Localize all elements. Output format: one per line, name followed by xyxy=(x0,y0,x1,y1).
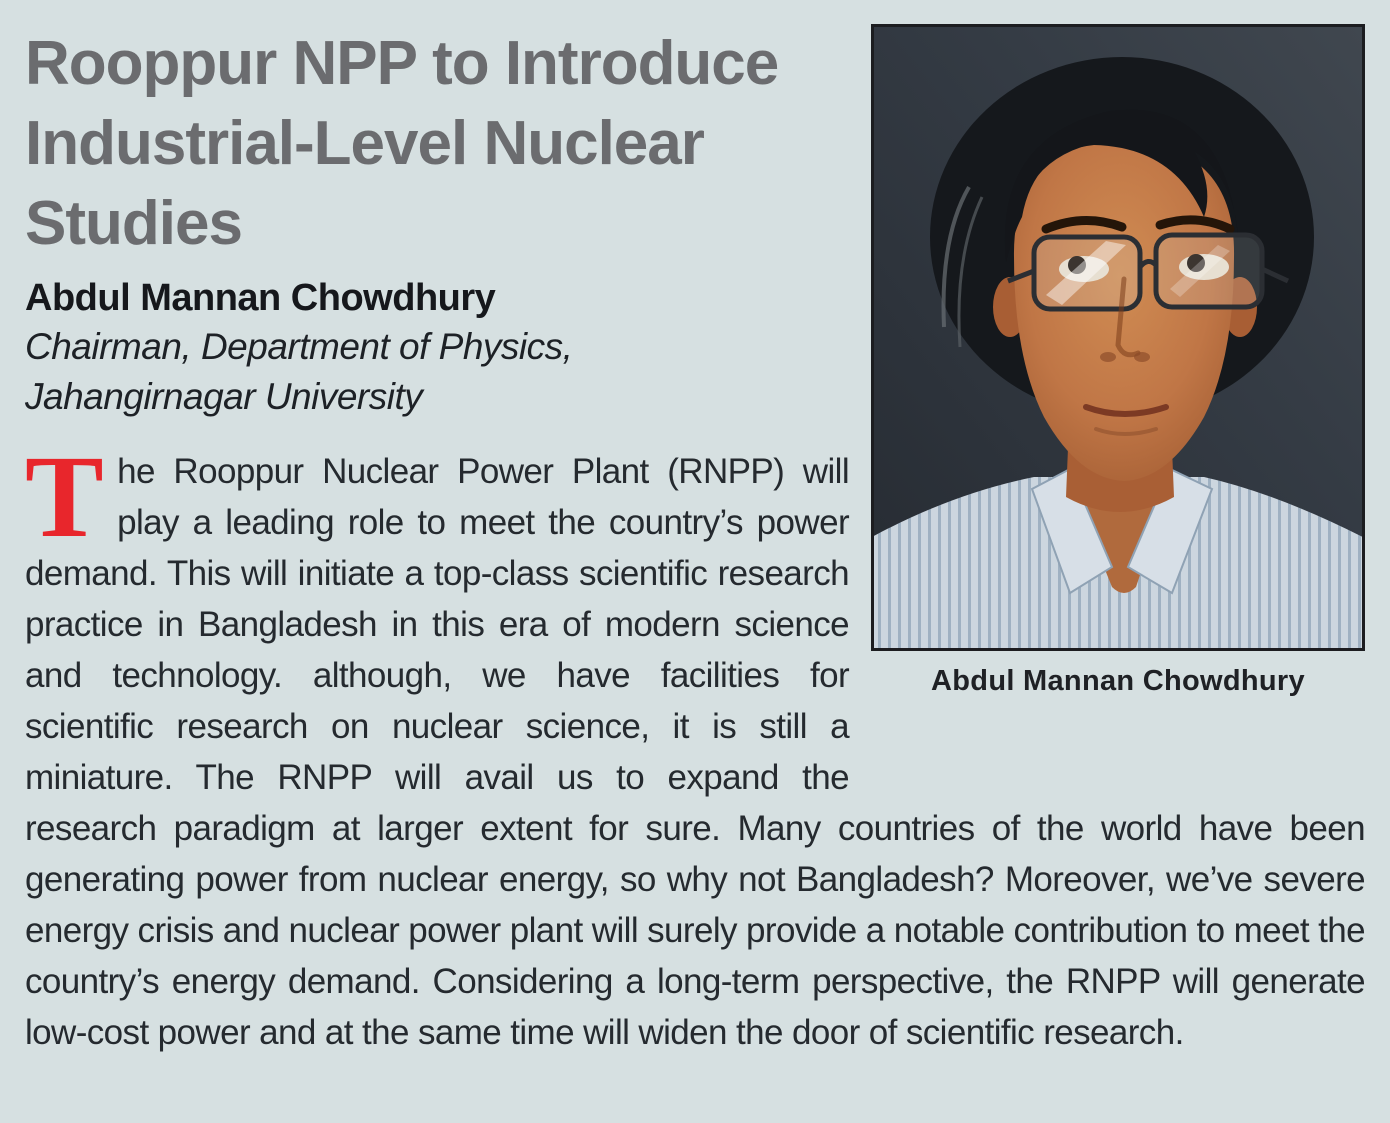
nostril-right xyxy=(1134,352,1150,362)
portrait-figure xyxy=(871,24,1365,698)
author-name: Abdul Mannan Chowdhury xyxy=(25,277,496,319)
portrait-photo xyxy=(871,24,1365,651)
nostril-left xyxy=(1100,352,1116,362)
photo-caption: Abdul Mannan Chowdhury xyxy=(931,665,1305,697)
drop-cap: T xyxy=(25,431,104,562)
article-body-text: he Rooppur Nuclear Power Plant (RNPP) will play a leading role to meet the country’s power demand. This will initiate a top-class scientific research practice in Bangladesh in this era of modern science and technology. although, we have facilities for scientific research on nuclear science, it is still a miniature. The RNPP will avail us to expand the research paradigm at larger extent for sure. Many countries of the world have been generating power from nuclear energy, so why not Bangladesh? Moreover, we’ve severe energy crisis and nuclear power plant will surely provide a notable contribution to meet the country’s energy demand. Considering a long-term perspective, the RNPP will generate low-cost power and at the same time will widen the door of scientific research. xyxy=(25,452,1365,1052)
article-title: Rooppur NPP to Introduce Industrial-Level Nuclear Studies xyxy=(25,29,779,258)
portrait-illustration xyxy=(874,27,1362,648)
author-role-line-2: Jahangirnagar University xyxy=(25,376,423,417)
author-role-line-1: Chairman, Department of Physics, xyxy=(25,326,573,367)
